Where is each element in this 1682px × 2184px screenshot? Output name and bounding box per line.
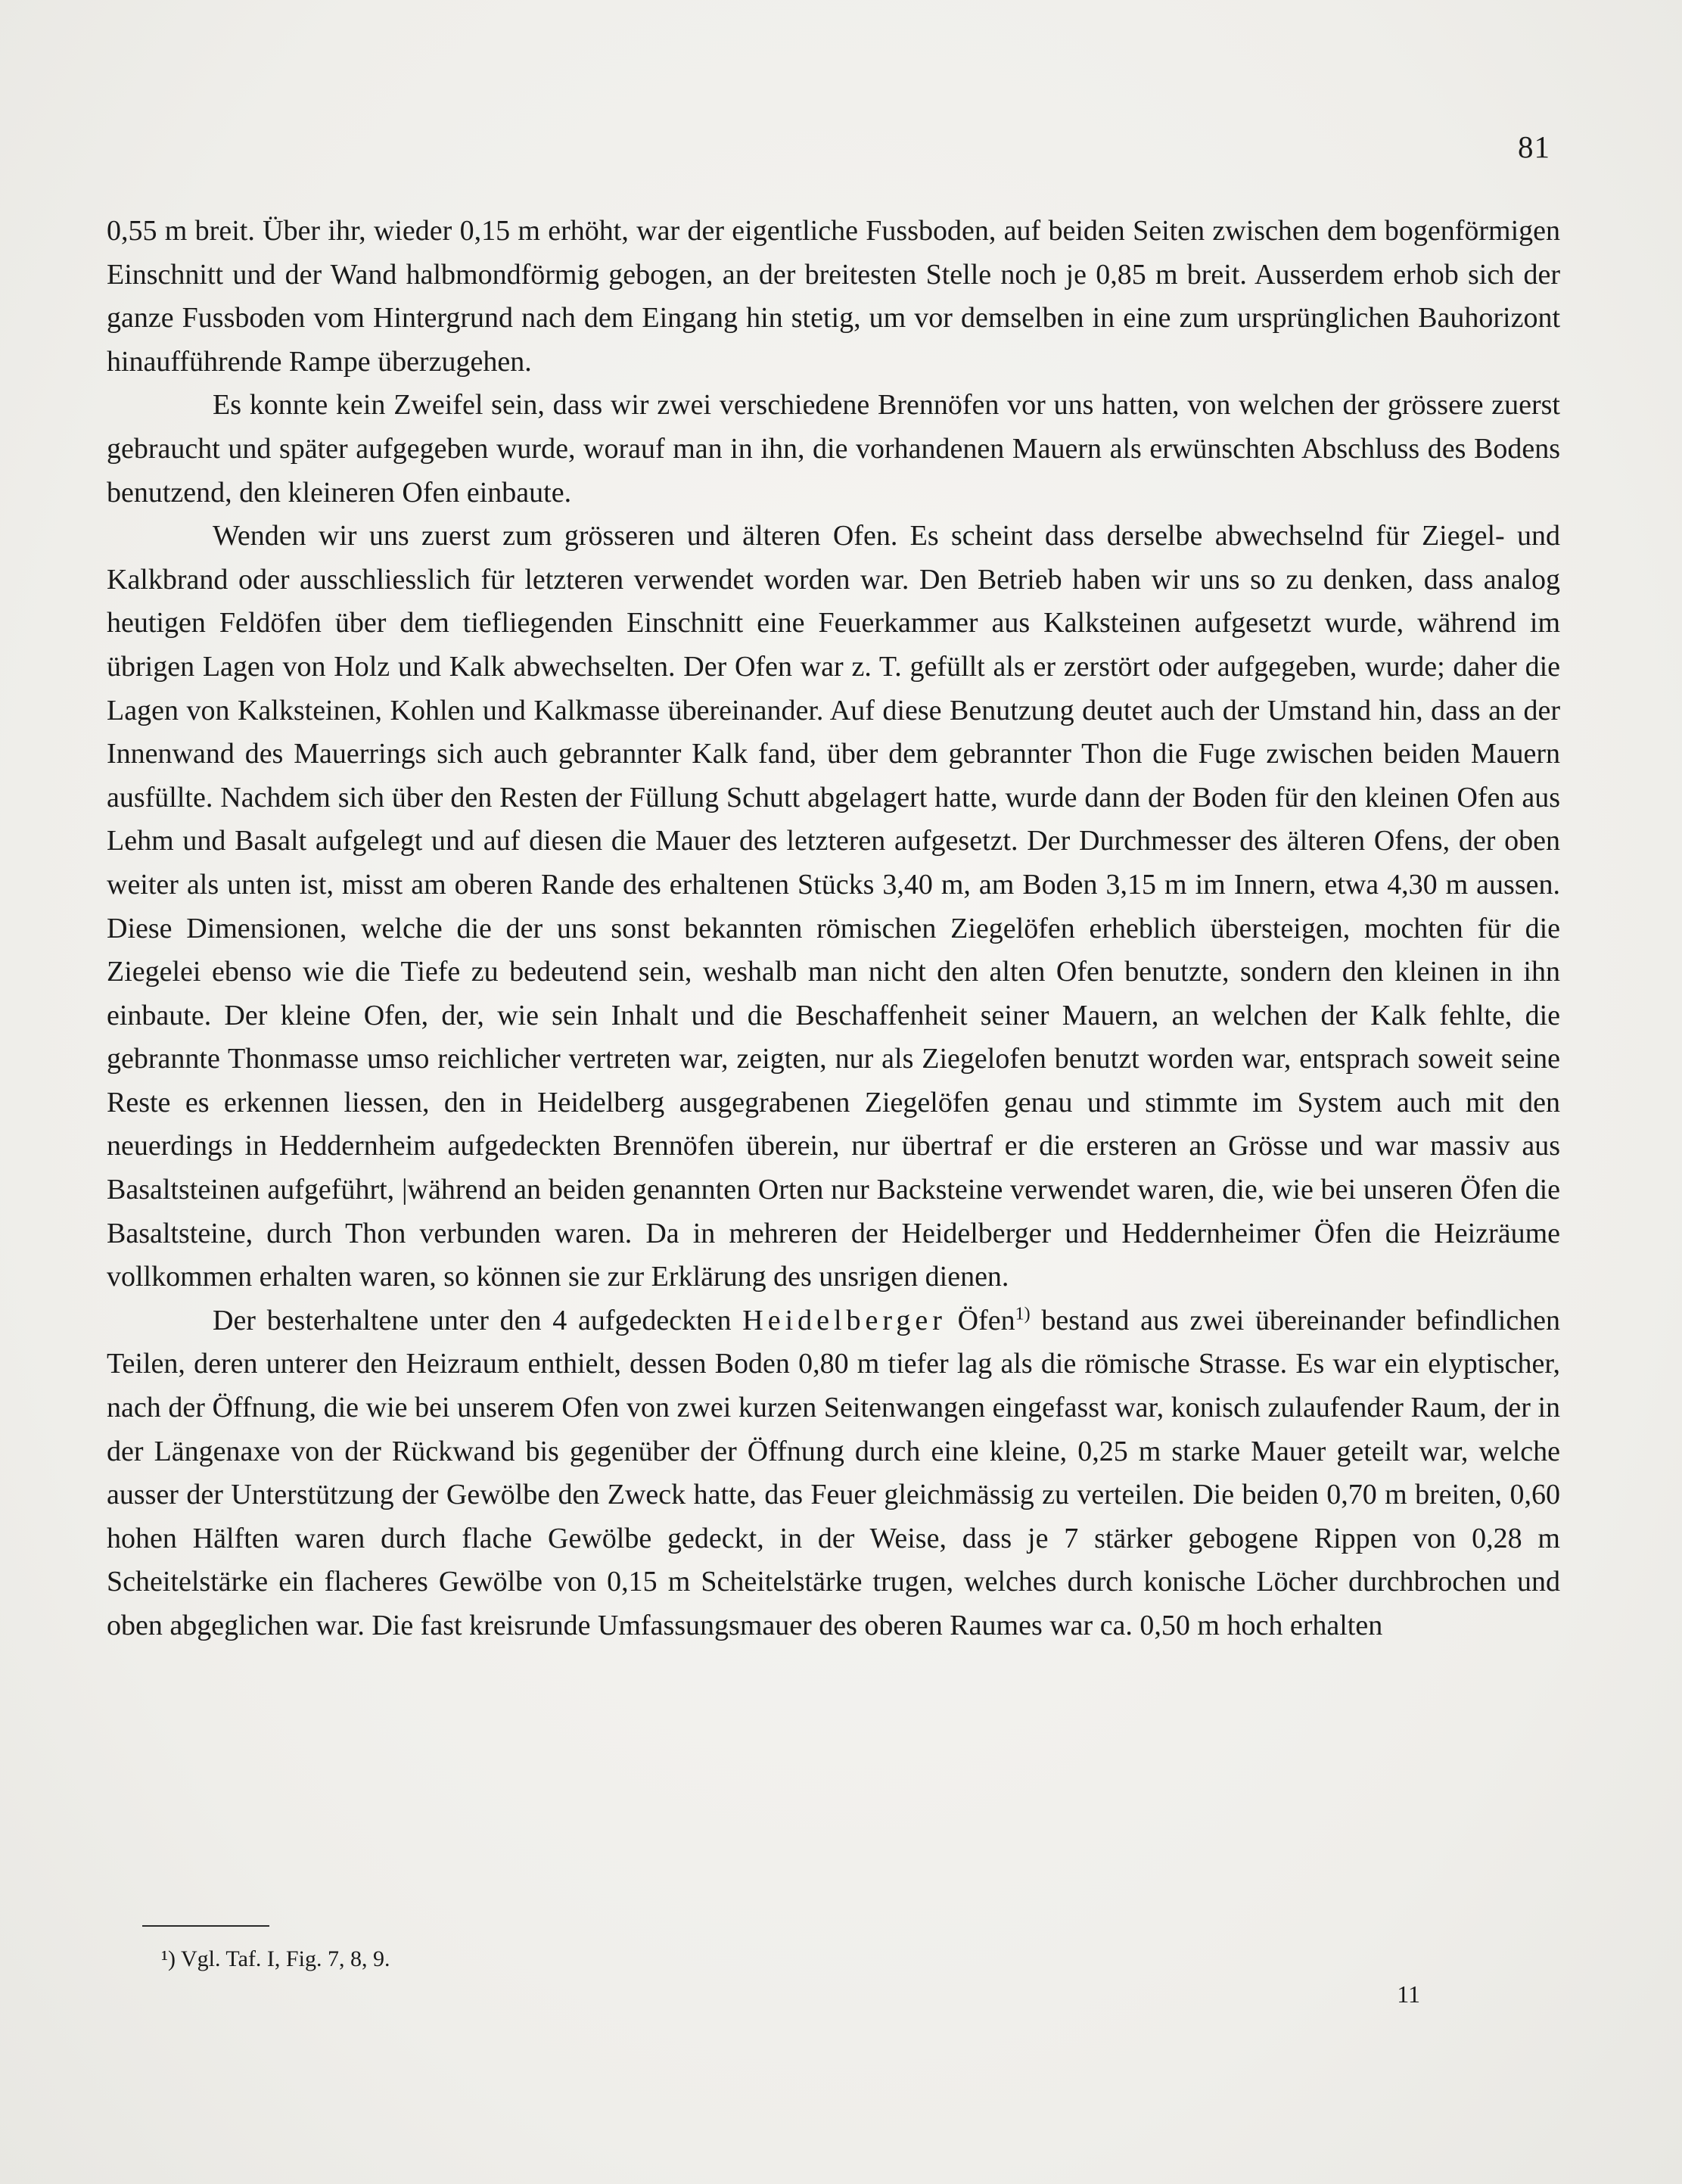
paragraph-3: Wenden wir uns zuerst zum grösseren und älteren Ofen. Es scheint dass derselbe abwechselnd für Ziegel- und Kalkbrand oder ausschliesslich für letzteren verwendet worden war. Den Betrieb haben wir uns so zu denken, dass analog heutigen Feldöfen über dem tiefliegenden Einschnitt eine Feuerkammer aus Kalksteinen aufgesetzt wurde, während im übrigen Lagen von Holz und Kalk abwechselten. Der Ofen war z. T. gefüllt als er zerstört oder aufgegeben, wurde; daher die Lagen von Kalksteinen, Kohlen und Kalkmasse übereinander. Auf diese Benutzung deutet auch der Umstand hin, dass an der Innenwand des Mauerrings sich auch gebrannter Kalk fand, über dem gebrannter Thon die Fuge zwischen beiden Mauern ausfüllte. Nachdem sich über den Resten der Füllung Schutt abgelagert hatte, wurde dann der Boden für den kleinen Ofen aus Lehm und Basalt aufgelegt und auf diesen die Mauer des letzteren aufgesetzt. Der Durchmesser des älteren Ofens, der oben weiter als unten ist, misst am oberen Rande des erhaltenen Stücks 3,40 m, am Boden 3,15 m im Innern, etwa 4,30 m aussen. Diese Dimensionen, welche die der uns sonst bekannten römischen Ziegelöfen erheblich übersteigen, mochten für die Ziegelei ebenso wie die Tiefe zu bedeutend sein, weshalb man nicht den alten Ofen benutzte, sondern den kleinen in ihn einbaute. Der kleine Ofen, der, wie sein Inhalt und die Beschaffenheit seiner Mauern, an welchen der Kalk fehlte, die gebrannte Thonmasse umso reichlicher vertreten war, zeigten, nur als Ziegelofen benutzt worden war, entsprach soweit seine Reste es erkennen liessen, den in Heidelberg ausgegrabenen Ziegelöfen genau und stimmte im System auch mit den neuerdings in Heddernheim aufgedeckten Brennöfen überein, nur übertraf er die ersteren an Grösse und war massiv aus Basaltsteinen aufgeführt, |während an beiden genannten Orten nur Backsteine verwendet waren, die, wie bei unseren Öfen die Basaltsteine, durch Thon verbunden waren. Da in mehreren der Heidelberger und Heddernheimer Öfen die Heizräume vollkommen erhalten waren, so können sie zur Erklärung des unsrigen dienen. — [107, 520, 1560, 1293]
paragraph-2: Es konnte kein Zweifel sein, dass wir zwei verschiedene Brennöfen vor uns hatten, von welchen der grössere zuerst gebraucht und später aufgegeben wurde, worauf man in ihn, die vorhandenen Mauern als erwünschten Abschluss des Bodens benutzend, den kleineren Ofen einbaute. — [107, 389, 1560, 509]
footnote-reference[interactable]: 1) — [1015, 1304, 1031, 1324]
paragraph-4-after: bestand aus zwei übereinander befindlichen Teilen, deren unterer den Heizraum enthielt, dessen Boden 0,80 m tiefer lag als die römische Strasse. Es war ein elyptischer, nach der Öffnung, die wie bei unserem Ofen von zwei kurzen Seitenwangen eingefasst war, konisch zulaufender Raum, der in der Längenaxe von der Rückwand bis gegenüber der Öffnung durch eine kleine, 0,25 m starke Mauer geteilt war, welche ausser der Unterstützung der Gewölbe den Zweck hatte, das Feuer gleichmässig zu verteilen. Die beiden 0,70 m breiten, 0,60 hohen Hälften waren durch flache Gewölbe gedeckt, in der Weise, dass je 7 stärker gebogene Rippen von 0,28 m Scheitelstärke ein flacheres Gewölbe von 0,15 m Scheitelstärke trugen, welches durch konische Löcher durchbrochen und oben abgeglichen war. Die fast kreisrunde Umfassungsmauer des oberen Raumes war ca. 0,50 m hoch erhalten — [107, 1304, 1560, 1641]
body-text — [107, 210, 1560, 1648]
paragraph-1: 0,55 m breit. Über ihr, wieder 0,15 m erhöht, war der eigentliche Fussboden, auf beiden Seiten zwischen dem bogenförmigen Einschnitt und der Wand halbmondförmig gebogen, an der breitesten Stelle noch je 0,85 m breit. Ausserdem erhob sich der ganze Fussboden vom Hintergrund nach dem Eingang hin stetig, um vor demselben in eine zum ursprünglichen Bauhorizont hinaufführende Rampe überzugehen. — [107, 215, 1560, 378]
spaced-word-heidelberger: Heidelberger — [742, 1304, 947, 1336]
paragraph-4 — [107, 1299, 1560, 1648]
signature-mark: 11 — [1397, 1980, 1420, 2008]
page-number: 81 — [1518, 129, 1550, 164]
paragraph-4-oefen: Öfen — [946, 1304, 1015, 1336]
footnote: ¹) Vgl. Taf. I, Fig. 7, 8, 9. — [161, 1946, 390, 1971]
footnote-divider — [142, 1925, 269, 1927]
paragraph-4-before: Der besterhaltene unter den 4 aufgedeckten — [213, 1304, 743, 1336]
